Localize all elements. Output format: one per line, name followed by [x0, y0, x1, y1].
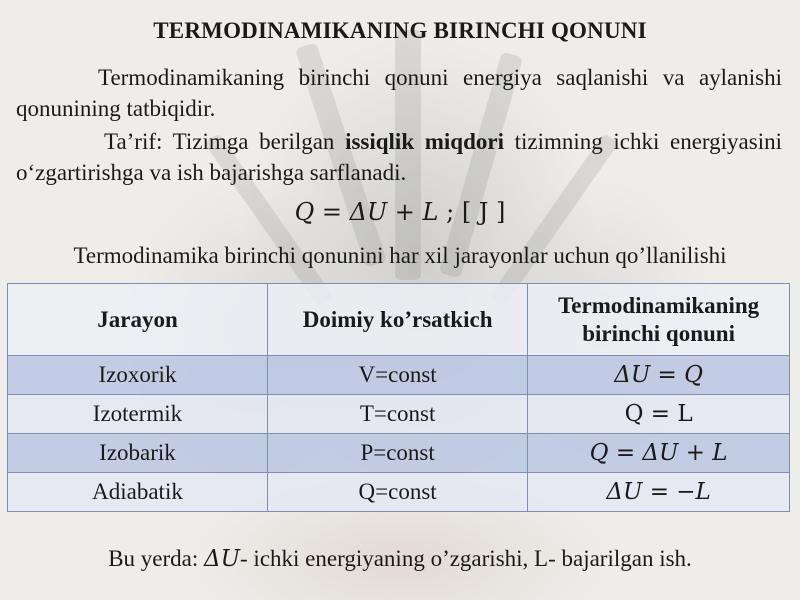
table-row: [8, 395, 790, 434]
cell-law: Q = L: [528, 395, 790, 434]
definition-bold-term: issiqlik miqdori: [345, 129, 504, 154]
cell-process: Adiabatik: [8, 473, 268, 512]
cell-law: Q = ΔU + L: [528, 434, 790, 473]
cell-process: Izobarik: [8, 434, 268, 473]
cell-process: Izoxorik: [8, 356, 268, 395]
table-row: [8, 473, 790, 512]
cell-law: ΔU = −L: [528, 473, 790, 512]
definition-prefix: Ta’rif: Tizimga berilgan: [104, 129, 346, 154]
header-process: Jarayon: [8, 284, 268, 356]
header-constant: Doimiy ko’rsatkich: [267, 284, 527, 356]
table-caption: Termodinamika birinchi qonunini har xil jarayonlar uchun qo’llanilishi: [73, 243, 727, 268]
table-row: [8, 434, 790, 473]
definition-suffix: tizimning ichki energiyasini o‘zgartirishga va ish bajarishga sarflanadi.: [16, 129, 782, 185]
header-law: [528, 284, 790, 356]
cell-process: Izotermik: [8, 395, 268, 434]
cell-constant: Q=const: [267, 473, 527, 512]
note-suffix: - ichki energiyaning o’zgarishi, L- bajarilgan ish.: [240, 546, 692, 571]
note-prefix: Bu yerda:: [108, 546, 205, 571]
process-table: [7, 283, 790, 512]
definition-paragraph: [16, 126, 782, 188]
cell-constant: V=const: [267, 356, 527, 395]
table-header-row: [8, 284, 790, 356]
cell-constant: P=const: [267, 434, 527, 473]
cell-constant: T=const: [267, 395, 527, 434]
main-formula: [0, 198, 800, 226]
table-row: [8, 356, 790, 395]
formula-separator: ;: [438, 198, 462, 226]
formula-expression: Q = ΔU + L: [294, 198, 439, 226]
footnote: [0, 546, 800, 572]
intro-paragraph: Termodinamikaning birinchi qonuni energiya saqlanishi va aylanishi qonunining tatbiqidir.: [16, 65, 782, 121]
cell-law: ΔU = Q: [528, 356, 790, 395]
formula-unit: [ J ]: [461, 198, 506, 226]
note-symbol: ΔU: [204, 546, 241, 572]
page-title: TERMODINAMIKANING BIRINCHI QONUNI: [153, 18, 647, 43]
header-law-label: Termodinamikaning birinchi qonuni: [558, 292, 760, 346]
